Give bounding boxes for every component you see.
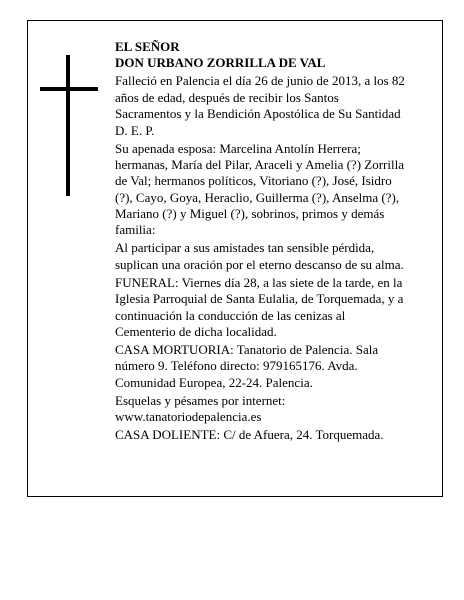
text-line: Al participar a sus amistades tan sensible pérdida, bbox=[115, 240, 375, 256]
text-line: familia: bbox=[115, 222, 156, 238]
prayer-request bbox=[115, 240, 433, 273]
text-line: Esquelas y pésames por internet: bbox=[115, 392, 286, 408]
text-line: FUNERAL: Viernes día 28, a las siete de la tarde, en la bbox=[115, 274, 403, 290]
text-line: suplican una oración por el eterno descanso de su alma. bbox=[115, 256, 404, 272]
text-line: años de edad, después de recibir los Santos bbox=[115, 89, 339, 105]
text-line: Mariano (?) y Miguel (?), sobrinos, primos y demás bbox=[115, 206, 385, 222]
text-line: CASA DOLIENTE: C/ de Afuera, 24. Torquemada. bbox=[115, 427, 384, 443]
text-line: continuación la conducción de las cenizas al bbox=[115, 307, 346, 323]
mourning-house bbox=[115, 427, 433, 443]
text-line: D. E. P. bbox=[115, 122, 155, 138]
website-text: www.tanatoriodepalencia.es bbox=[115, 409, 262, 425]
text-line: CASA MORTUORIA: Tanatorio de Palencia. Sala bbox=[115, 342, 379, 357]
deceased-heading bbox=[115, 39, 433, 72]
deceased-name: DON URBANO ZORRILLA DE VAL bbox=[115, 55, 326, 71]
heading-title: EL SEÑOR bbox=[115, 39, 180, 54]
text-line: Comunidad Europea, 22-24. Palencia. bbox=[115, 374, 313, 390]
text-line: número 9. Teléfono directo: 979165176. Avda. bbox=[115, 358, 358, 374]
funeral-home-details bbox=[115, 342, 433, 391]
text-line: hermanas, María del Pilar, Araceli y Amelia (?) Zorrilla bbox=[115, 156, 404, 172]
text-line: de Val; hermanos políticos, Vitoriano (?), José, Isidro bbox=[115, 173, 392, 189]
cross-vertical-bar bbox=[66, 55, 70, 196]
text-line: Falleció en Palencia el día 26 de junio de 2013, a los 82 bbox=[115, 73, 405, 89]
text-line: (?), Cayo, Goya, Heraclio, Guillerma (?), Anselma (?), bbox=[115, 189, 400, 205]
text-line: Su apenada esposa: Marcelina Antolín Herrera; bbox=[115, 140, 361, 156]
text-line: Iglesia Parroquial de Santa Eulalia, de Torquemada, y a bbox=[115, 291, 404, 307]
text-line: Cementerio de dicha localidad. bbox=[115, 324, 277, 340]
text-line: Sacramentos y la Bendición Apostólica de Su Santidad bbox=[115, 106, 401, 122]
funeral-details bbox=[115, 275, 433, 341]
obituary-text bbox=[115, 39, 433, 445]
cross-horizontal-bar bbox=[40, 87, 98, 91]
online-condolences bbox=[115, 393, 433, 426]
death-announcement bbox=[115, 73, 433, 139]
family-list bbox=[115, 141, 433, 239]
